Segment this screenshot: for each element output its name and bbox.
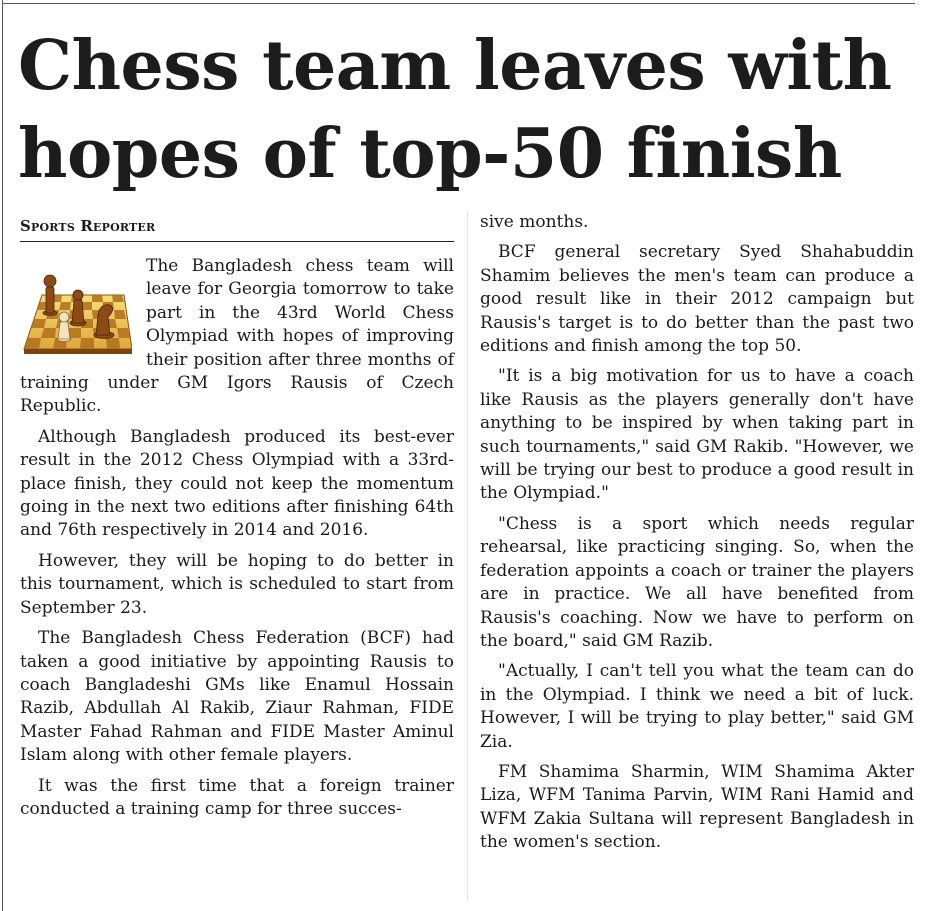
paragraph-8: "Chess is a sport which needs regular rehearsal, like practicing singing. So, when the federation appoints a coach or trainer the players are in practice. We all have benefited from Rausis's coaching. Now we have to perform on the board," said GM Razib. bbox=[480, 513, 914, 651]
headline-line-2: hopes of top-50 finish bbox=[18, 114, 842, 194]
page-border-left bbox=[2, 0, 3, 911]
headline-line-1: Chess team leaves with bbox=[18, 26, 892, 106]
paragraph-continued: sive months. bbox=[480, 212, 589, 232]
paragraph-2: Although Bangladesh produced its best-ever result in the 2012 Chess Olympiad with a 33rd-place finish, they could not keep the momentum going in the next two editions after finishing 64th and 76th respectively in 2014 and 2016. bbox=[20, 426, 454, 541]
column-gutter bbox=[467, 211, 468, 901]
paragraph-9: "Actually, I can't tell you what the team can do in the Olympiad. I think we need a bit of luck. However, I will be trying to play better," said GM Zia. bbox=[480, 661, 914, 752]
paragraph-5: It was the first time that a foreign trainer conducted a training camp for three succes- bbox=[20, 775, 454, 819]
paragraph-4: The Bangladesh Chess Federation (BCF) had taken a good initiative by appointing Rausis to coach Bangladeshi GMs like Enamul Hossain Razib, Abdullah Al Rakib, Ziaur Rahman, FIDE Master Fahad Rahman and FIDE Master Aminul Islam along with other female players. bbox=[20, 628, 454, 766]
paragraph-7: "It is a big motivation for us to have a coach like Rausis as the players generally don't have anything to be inspired by when taking part in such tournaments," said GM Rakib. "However, we will be trying our best to produce a good result in the Olympiad." bbox=[480, 366, 914, 504]
byline: Sports Reporter bbox=[20, 217, 156, 235]
headline bbox=[18, 22, 918, 198]
chess-board-icon bbox=[20, 265, 132, 357]
paragraph-1: The Bangladesh chess team will leave for Georgia tomorrow to take part in the 43rd World Chess Olympiad with hopes of improving their position after three months of training under GM Igors Rausis of Czech Republic. bbox=[20, 256, 454, 417]
article-column-right bbox=[480, 211, 914, 862]
byline-rule bbox=[20, 241, 454, 242]
paragraph-3: However, they will be hoping to do better in this tournament, which is scheduled to start from September 23. bbox=[20, 550, 454, 618]
article-column-left bbox=[20, 255, 454, 828]
paragraph-10: FM Shamima Sharmin, WIM Shamima Akter Liza, WFM Tanima Parvin, WIM Rani Hamid and WFM Zakia Sultana will represent Bangladesh in the women's section. bbox=[480, 761, 914, 853]
page-border-top bbox=[2, 3, 915, 4]
paragraph-6: BCF general secretary Syed Shahabuddin Shamim believes the men's team can produce a good result like in their 2012 campaign but Rausis's target is to do better than the past two editions and finish among the top 50. bbox=[480, 242, 914, 357]
